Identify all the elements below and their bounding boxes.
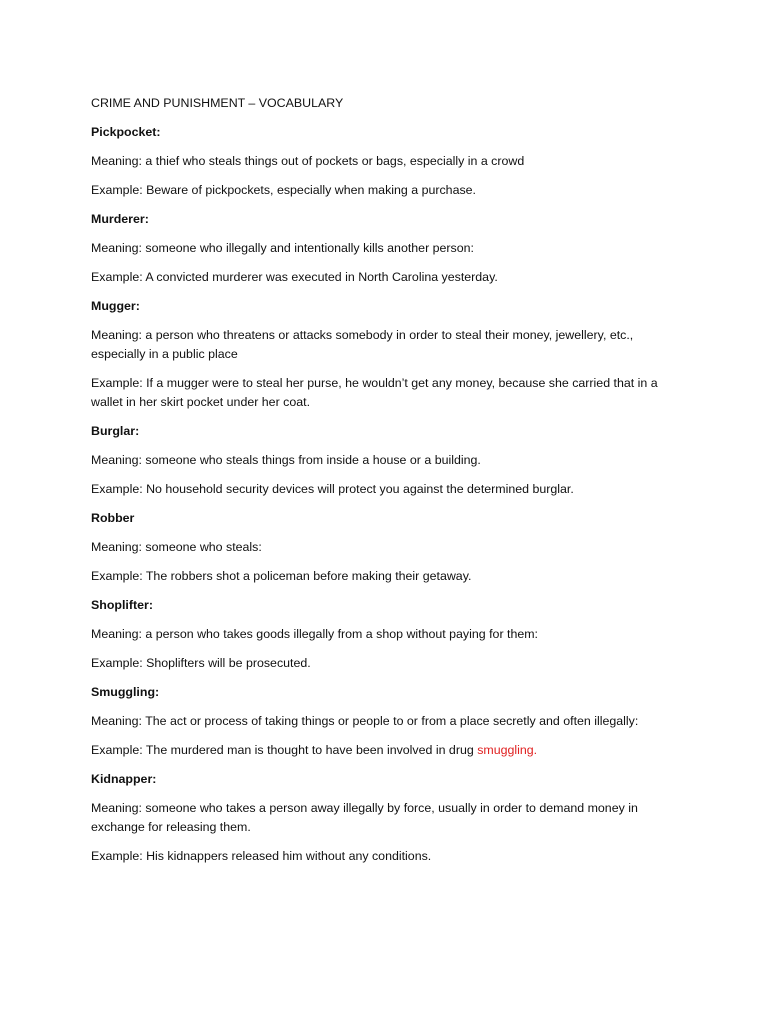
term-heading: Robber (91, 511, 135, 525)
term-meaning: Meaning: someone who illegally and intentionally kills another person: (91, 241, 474, 255)
term-heading: Shoplifter: (91, 598, 153, 612)
term-meaning: Meaning: someone who takes a person away illegally by force, usually in order to demand money in exchange for releasing them. (91, 801, 638, 834)
term-meaning: Meaning: a person who threatens or attacks somebody in order to steal their money, jewellery, etc., especially in a public place (91, 328, 634, 361)
term-meaning: Meaning: a thief who steals things out of pockets or bags, especially in a crowd (91, 154, 525, 168)
term-meaning: Meaning: The act or process of taking things or people to or from a place secretly and often illegally: (91, 714, 639, 728)
term-heading: Kidnapper: (91, 772, 157, 786)
vocab-entry-burglar (91, 422, 691, 499)
term-example: Example: If a mugger were to steal her purse, he wouldn’t get any money, because she carried that in a wallet in her skirt pocket under her coat. (91, 376, 658, 409)
term-heading: Smuggling: (91, 685, 160, 699)
term-example: Example: Shoplifters will be prosecuted. (91, 656, 311, 670)
highlighted-word: smuggling. (477, 743, 538, 757)
term-heading: Burglar: (91, 424, 140, 438)
term-meaning: Meaning: a person who takes goods illegally from a shop without paying for them: (91, 627, 539, 641)
term-example (91, 741, 691, 760)
term-example: Example: Beware of pickpockets, especially when making a purchase. (91, 183, 476, 197)
vocab-entry-robber (91, 509, 691, 586)
term-meaning: Meaning: someone who steals: (91, 540, 262, 554)
term-heading: Mugger: (91, 299, 140, 313)
vocab-entry-smuggling (91, 683, 691, 760)
vocab-entry-kidnapper (91, 770, 691, 866)
vocab-entry-pickpocket (91, 123, 691, 200)
term-example: Example: His kidnappers released him without any conditions. (91, 849, 432, 863)
document-body (91, 94, 691, 876)
term-example: Example: No household security devices will protect you against the determined burglar. (91, 482, 574, 496)
term-example: Example: A convicted murderer was executed in North Carolina yesterday. (91, 270, 498, 284)
term-heading: Murderer: (91, 212, 149, 226)
term-example: Example: The robbers shot a policeman before making their getaway. (91, 569, 472, 583)
vocab-entry-murderer (91, 210, 691, 287)
vocab-entry-shoplifter (91, 596, 691, 673)
term-example-text: Example: The murdered man is thought to have been involved in drug (91, 743, 478, 757)
term-heading: Pickpocket: (91, 125, 161, 139)
term-meaning: Meaning: someone who steals things from inside a house or a building. (91, 453, 481, 467)
vocab-entry-mugger (91, 297, 691, 412)
document-title: CRIME AND PUNISHMENT – VOCABULARY (91, 96, 344, 110)
